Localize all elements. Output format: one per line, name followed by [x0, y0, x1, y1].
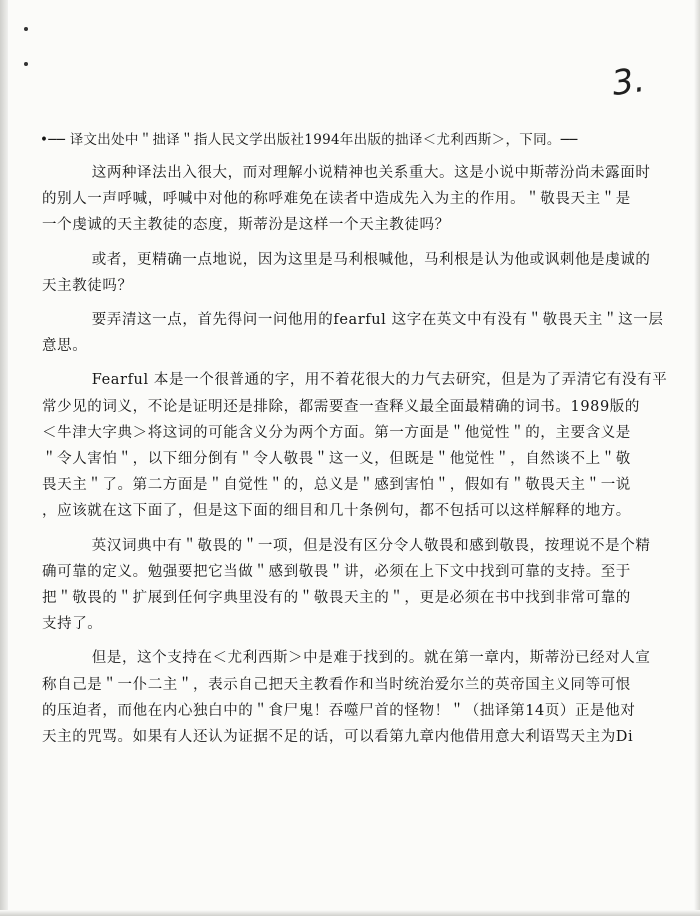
text-line: 支持了。 — [42, 616, 103, 633]
paragraph-4 — [42, 367, 668, 524]
text-line: 天主的咒骂。如果有人还认为证据不足的话，可以看第九章内他借用意大利语骂天主为Di — [42, 729, 634, 746]
text-line: 称自己是＂一仆二主＂，表示自己把天主教看作和当时统治爱尔兰的英帝国主义同等可恨 — [42, 676, 631, 693]
text-line: Fearful 本是一个很普通的字，用不着花很大的力气去研究，但是为了弄清它有没有平 — [91, 372, 668, 389]
text-line: 一个虔诚的天主教徒的态度，斯蒂汾是这样一个天主教徒吗？ — [42, 217, 450, 234]
text-line: 常少见的词义，不论是证明还是排除，都需要查一查释义最全面最精确的词书。1989版的 — [42, 398, 640, 415]
text-line: 但是，这个支持在＜尤利西斯＞中是难于找到的。就在第一章内，斯蒂汾已经对人宣 — [91, 650, 651, 667]
text-line: 这两种译法出入很大，而对理解小说精神也关系重大。这是小说中斯蒂汾尚未露面时 — [91, 165, 651, 181]
paragraph-6 — [42, 645, 651, 750]
text-line: 的别人一声呼喊，呼喊中对他的称呼难免在读者中造成先入为主的作用。＂敬畏天主＂是 — [42, 191, 631, 208]
text-line: 或者，更精确一点地说，因为这里是马利根喊他，马利根是认为他或讽刺他是虔诚的 — [91, 251, 651, 268]
text-line: 确可靠的定义。勉强要把它当做＂感到敬畏＂讲，必须在上下文中找到可靠的支持。至于 — [42, 563, 631, 580]
text-line: ＂令人害怕＂，以下细分倒有＂令人敬畏＂这一义，但既是＂他觉性＂，自然谈不上＂敬 — [42, 451, 631, 468]
punch-hole-dot — [24, 62, 28, 66]
footnote: •── 译文出处中＂拙译＂指人民文学出版社1994年出版的拙译＜尤利西斯＞，下同。── — [40, 132, 578, 148]
text-line: 把＂敬畏的＂扩展到任何字典里没有的＂敬畏天主的＂，更是必须在书中找到非常可靠的 — [42, 590, 631, 607]
paragraph-1 — [42, 160, 651, 239]
paragraph-2 — [42, 247, 651, 299]
paragraph-3 — [42, 307, 664, 359]
text-line: ＜牛津大字典＞将这词的可能含义分为两个方面。第一方面是＂他觉性＂的，主要含义是 — [42, 424, 631, 441]
text-line: 英汉词典中有＂敬畏的＂一项，但是没有区分令人敬畏和感到敬畏，按理说不是个精 — [91, 537, 651, 554]
page-right-shadow — [694, 0, 700, 916]
page-bottom-shadow — [0, 910, 700, 916]
body-text — [42, 160, 668, 758]
paragraph-5 — [42, 533, 651, 638]
text-line: 要弄清这一点，首先得问一问他用的fearful 这字在英文中有没有＂敬畏天主＂这一层 — [91, 312, 664, 329]
text-line: 畏天主＂了。第二方面是＂自觉性＂的，总义是＂感到害怕＂，假如有＂敬畏天主＂一说 — [42, 477, 631, 494]
text-line: 天主教徒吗？ — [42, 277, 133, 294]
text-line: 意思。 — [42, 338, 88, 355]
text-line: ，应该就在这下面了，但是这下面的细目和几十条例句，都不包括可以这样解释的地方。 — [42, 503, 631, 520]
page-left-edge — [0, 0, 8, 916]
punch-hole-dot — [24, 27, 28, 31]
text-line: 的压迫者，而他在内心独白中的＂食尸鬼！吞噬尸首的怪物！＂（拙译第14页）正是他对 — [42, 702, 636, 719]
handwritten-page-number: 3. — [609, 59, 648, 105]
